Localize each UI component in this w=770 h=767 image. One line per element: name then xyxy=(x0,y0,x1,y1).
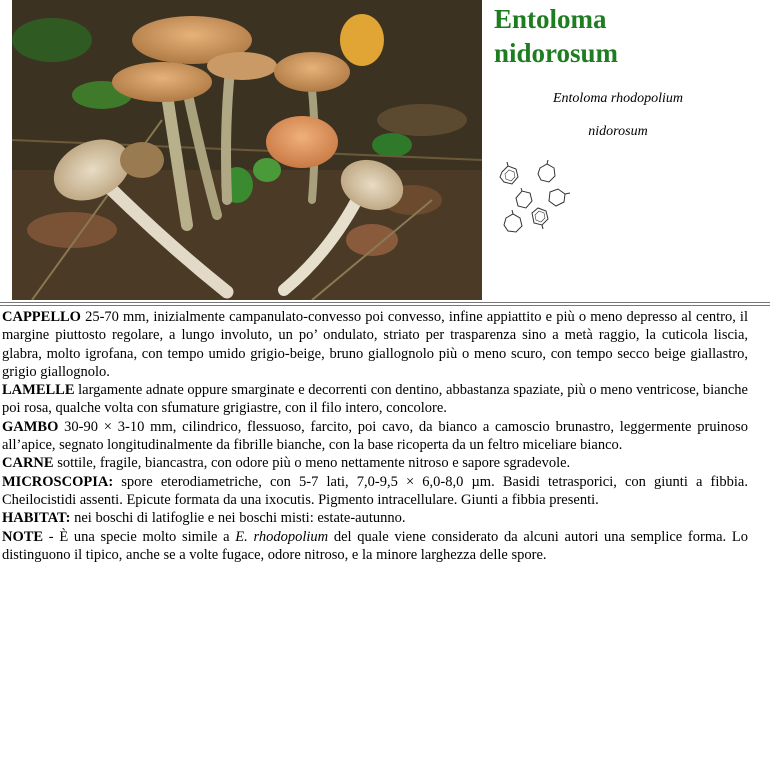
carne-text: sottile, fragile, biancastra, con odore più o meno nettamente nitroso e sapore sgradevole. xyxy=(53,455,571,472)
spore-5 xyxy=(532,208,548,229)
lamelle-label: LAMELLE xyxy=(2,382,75,399)
habitat-label: HABITAT: xyxy=(2,510,71,527)
synonym xyxy=(494,82,742,148)
divider xyxy=(0,302,770,306)
mushroom-photo xyxy=(12,0,482,300)
note-italic-species: E. rhodopolium xyxy=(235,528,329,545)
section-lamelle xyxy=(2,381,748,418)
section-note xyxy=(2,528,748,565)
note-text-before: - È una specie molto simile a xyxy=(43,528,236,545)
cappello-label: CAPPELLO xyxy=(2,309,81,325)
spore-2 xyxy=(538,160,555,182)
note-label: NOTE xyxy=(2,528,44,545)
spore-illustration xyxy=(496,158,576,238)
section-gambo xyxy=(2,418,748,455)
species-title xyxy=(494,2,618,70)
lamelle-text: largamente adnate oppure smarginate e decorrenti con dentino, abbastanza spaziate, più o meno ventricose, bianche poi rosa, qualche volta con sfumature grigiastre, con il filo intero, concolore. xyxy=(2,382,748,417)
section-carne xyxy=(2,454,748,472)
section-microscopia xyxy=(2,473,748,510)
description xyxy=(2,308,748,564)
habitat-text: nei boschi di latifoglie e nei boschi misti: estate-autunno. xyxy=(70,510,406,527)
synonym-line-2: nidorosum xyxy=(588,124,648,139)
section-habitat xyxy=(2,509,748,527)
carne-label: CARNE xyxy=(2,455,54,472)
synonym-line-1: Entoloma rhodopolium xyxy=(552,91,684,106)
cappello-text: 25-70 mm, inizialmente campanulato-convesso poi convesso, infine appiattito e più o meno depresso al centro, il margine piuttosto regolare, a lungo involuto, un po’ ondulato, striato per trasparenza sino a metà raggio, la cuticola liscia, glabra, molto igrofana, con tempo umido grigio-beige, bruno giallognolo più o meno scuro, con tempo secco beige giallastro, grigio giallognolo. xyxy=(2,309,748,380)
spore-6 xyxy=(504,210,522,232)
gambo-text: 30-90 × 3-10 mm, cilindrico, flessuoso, farcito, poi cavo, da bianco a camoscio brunastro, leggermente pruinoso all’apice, segnato longitudinalmente da fibrille bianche, con la base ricoperta da un feltro miceliare bianco. xyxy=(2,418,748,454)
spore-3 xyxy=(516,188,532,208)
microscopia-text: spore eterodiametriche, con 5-7 lati, 7,0-9,5 × 6,0-8,0 µm. Basidi tetrasporici, con giunti a fibbia. Cheilocistidi assenti. Epicute formata da una ixocutis. Pigmento intracellulare. Giunti a fibbia presenti. xyxy=(2,473,748,508)
section-cappello xyxy=(2,308,748,381)
gambo-label: GAMBO xyxy=(2,418,59,435)
note-text-after: del quale viene considerato da alcuni autori una semplice forma. Lo distinguono il tipico, anche se a volte fugace, odore nitroso, e la minore larghezza delle spore. xyxy=(2,528,748,563)
title-line-1: Entoloma xyxy=(494,4,607,34)
title-line-2: nidorosum xyxy=(494,38,619,68)
spore-4 xyxy=(549,189,570,206)
spore-1 xyxy=(500,162,518,184)
microscopia-label: MICROSCOPIA: xyxy=(2,473,114,490)
